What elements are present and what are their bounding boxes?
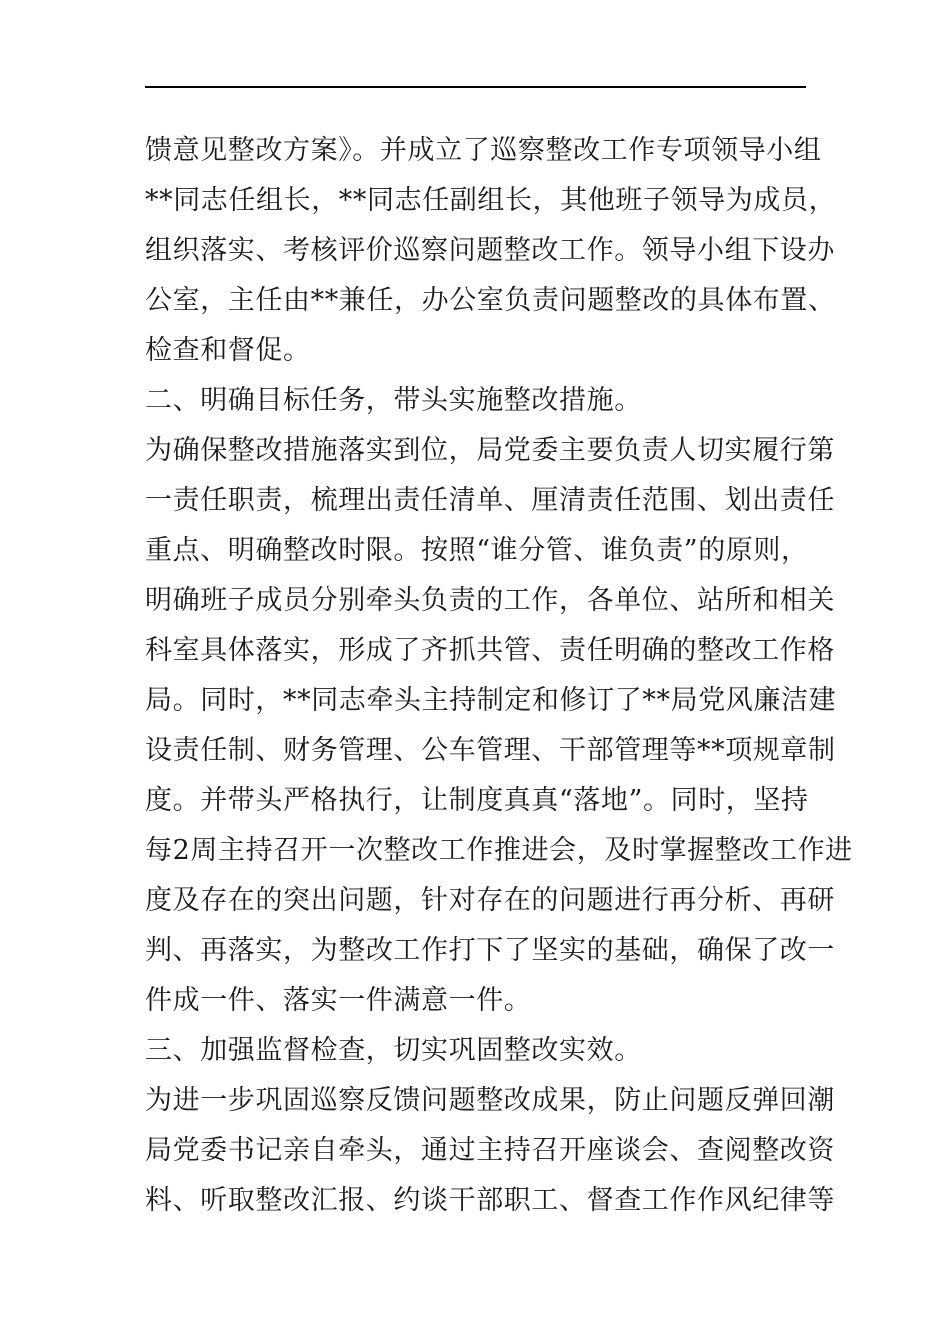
text-line: 判、再落实，为整改工作打下了坚实的基础，确保了改一 <box>145 935 835 966</box>
section-heading-3: 三、加强监督检查，切实巩固整改实效。 <box>145 1035 642 1066</box>
header-rule <box>145 86 806 88</box>
text-line: 为进一步巩固巡察反馈问题整改成果，防止问题反弹回潮 <box>145 1085 835 1116</box>
text-line: 公室，主任由**兼任，办公室负责问题整改的具体布置、 <box>145 285 836 316</box>
text-line: 度及存在的突出问题，针对存在的问题进行再分析、再研 <box>145 885 835 916</box>
text-line: **同志任组长，**同志任副组长，其他班子领导为成员， <box>145 185 837 216</box>
text-line: 料、听取整改汇报、约谈干部职工、督查工作作风纪律等 <box>145 1185 835 1216</box>
text-line: 一责任职责，梳理出责任清单、厘清责任范围、划出责任 <box>145 485 835 516</box>
text-line: 馈意见整改方案》。并成立了巡察整改工作专项领导小组 <box>145 135 822 166</box>
text-line: 为确保整改措施落实到位，局党委主要负责人切实履行第 <box>145 435 835 466</box>
document-body <box>145 126 853 1226</box>
text-line: 每2周主持召开一次整改工作推进会，及时掌握整改工作进 <box>145 835 853 866</box>
section-heading-2: 二、明确目标任务，带头实施整改措施。 <box>145 385 642 416</box>
text-line: 局党委书记亲自牵头，通过主持召开座谈会、查阅整改资 <box>145 1135 835 1166</box>
text-line: 度。并带头严格执行，让制度真真“落地”。同时，坚持 <box>145 785 809 816</box>
text-line: 设责任制、财务管理、公车管理、干部管理等**项规章制 <box>145 735 836 766</box>
text-line: 明确班子成员分别牵头负责的工作，各单位、站所和相关 <box>145 585 835 616</box>
text-line: 组织落实、考核评价巡察问题整改工作。领导小组下设办 <box>145 235 835 266</box>
text-line: 重点、明确整改时限。按照“谁分管、谁负责”的原则， <box>145 535 809 566</box>
text-line: 科室具体落实，形成了齐抓共管、责任明确的整改工作格 <box>145 635 835 666</box>
text-line: 检查和督促。 <box>145 335 311 366</box>
text-line: 件成一件、落实一件满意一件。 <box>145 985 532 1016</box>
text-line: 局。同时，**同志牵头主持制定和修订了**局党风廉洁建 <box>145 685 837 716</box>
